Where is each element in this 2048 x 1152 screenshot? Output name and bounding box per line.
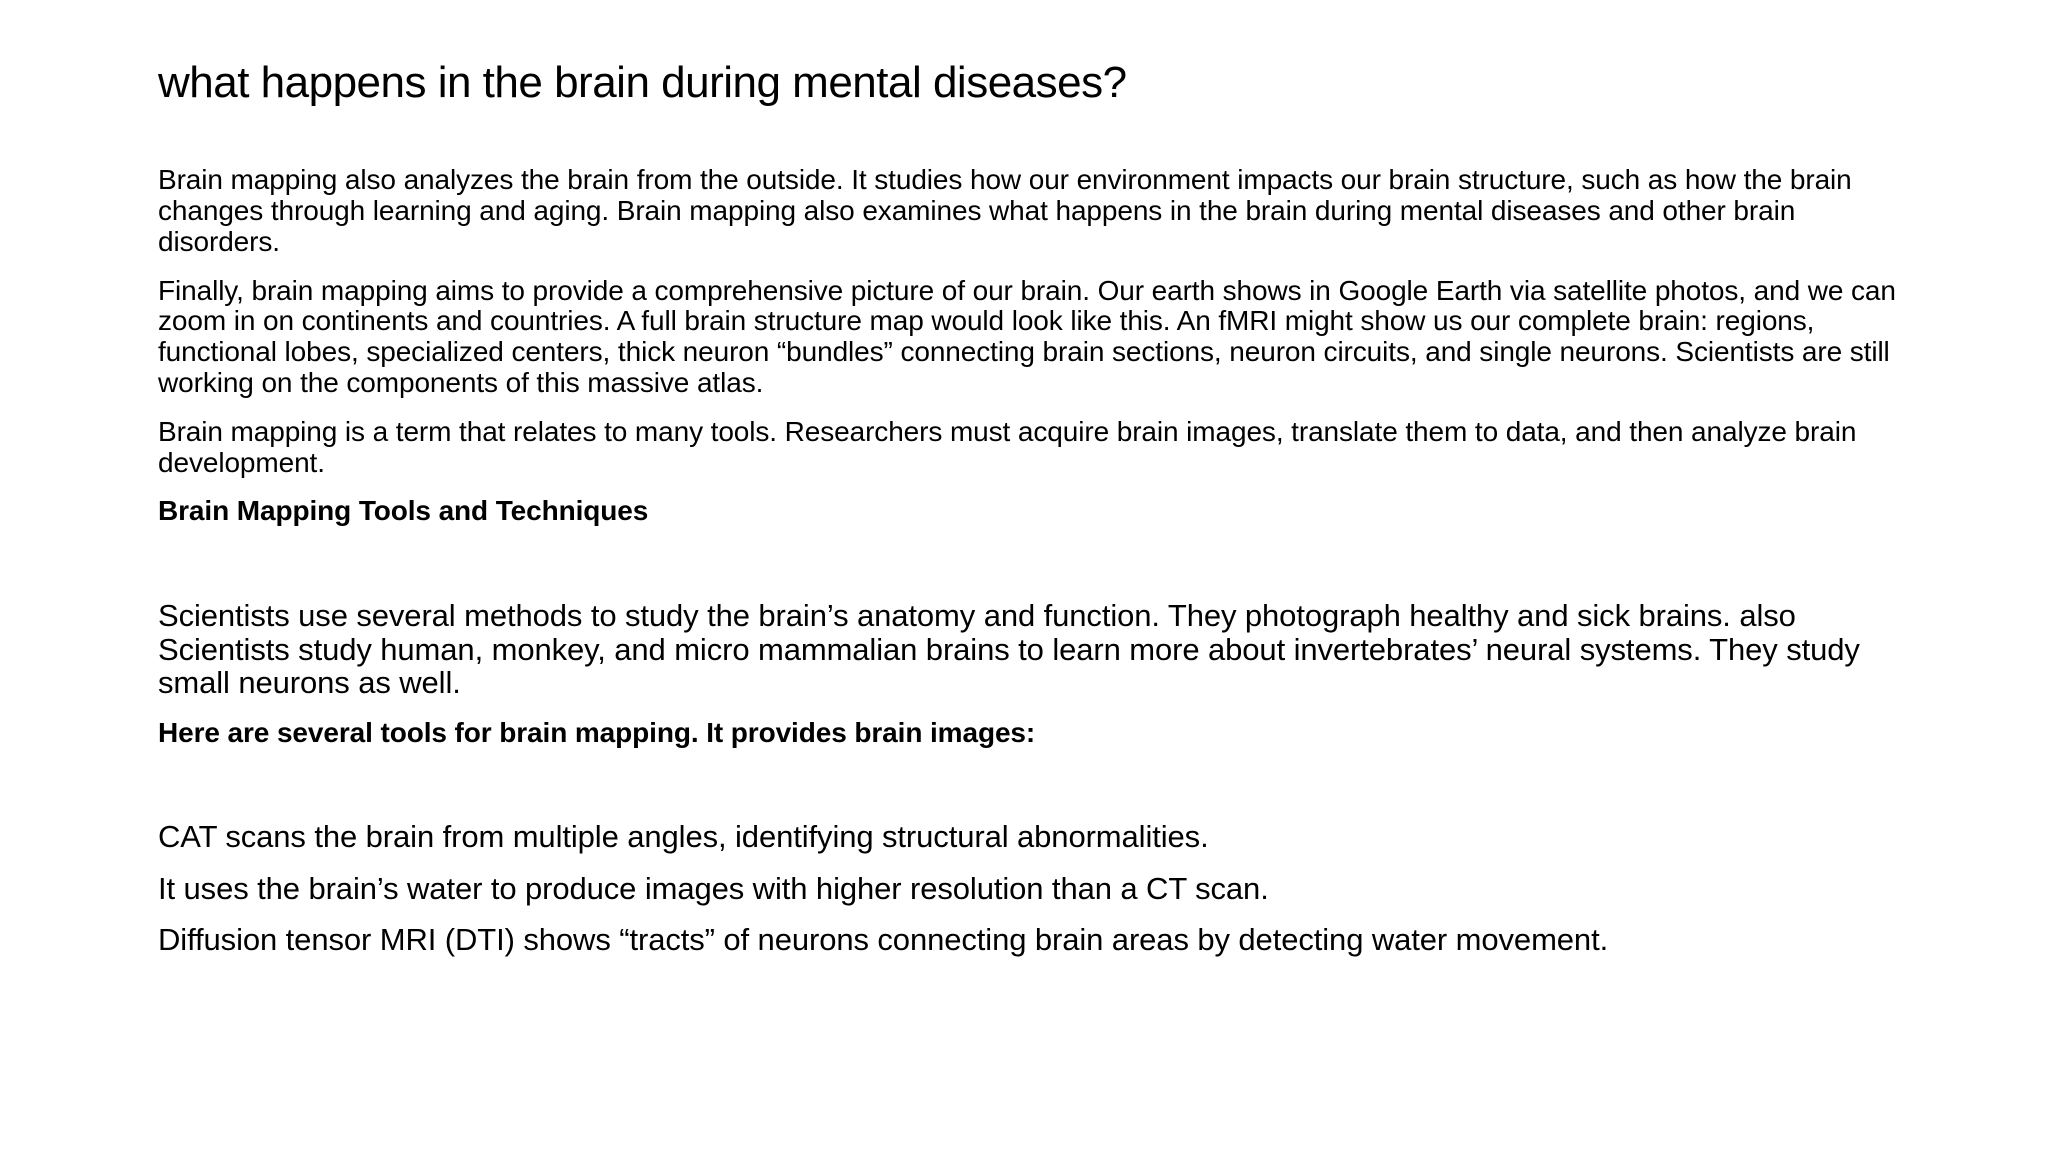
paragraph-cat-scan: CAT scans the brain from multiple angles, identifying structural abnormalities. [158, 819, 1209, 855]
paragraph-dti: Diffusion tensor MRI (DTI) shows “tracts” of neurons connecting brain areas by detecting water movement. [158, 922, 1609, 958]
paragraph-mri-water: It uses the brain’s water to produce images with higher resolution than a CT scan. [158, 870, 1269, 906]
slide-body [158, 165, 1913, 957]
paragraph-methods: Scientists use several methods to study the brain’s anatomy and function. They photograph healthy and sick brains. also Scientists study human, monkey, and micro mammalian brains to learn more about invertebrates’ neural systems. They study small neurons as well. [158, 598, 1860, 701]
heading-several-tools: Here are several tools for brain mapping. It provides brain images: [158, 716, 1036, 748]
heading-tools-and-techniques: Brain Mapping Tools and Techniques [158, 495, 649, 527]
paragraph-outside-analysis: Brain mapping also analyzes the brain from the outside. It studies how our environment impacts our brain structure, such as how the brain changes through learning and aging. Brain mapping also examines what happens in the brain during mental diseases and other brain disorders. [158, 164, 1852, 257]
slide-title: what happens in the brain during mental diseases? [158, 58, 1127, 107]
paragraph-tools-term: Brain mapping is a term that relates to many tools. Researchers must acquire brain images, translate them to data, and then analyze brain development. [158, 415, 1857, 478]
paragraph-comprehensive-picture: Finally, brain mapping aims to provide a comprehensive picture of our brain. Our earth shows in Google Earth via satellite photos, and we can zoom in on continents and countries. A full brain structure map would look like this. An fMRI might show us our complete brain: regions, functional lobes, specialized centers, thick neuron “bundles” connecting brain sections, neuron circuits, and single neurons. Scientists are still working on the components of this massive atlas. [158, 274, 1896, 399]
